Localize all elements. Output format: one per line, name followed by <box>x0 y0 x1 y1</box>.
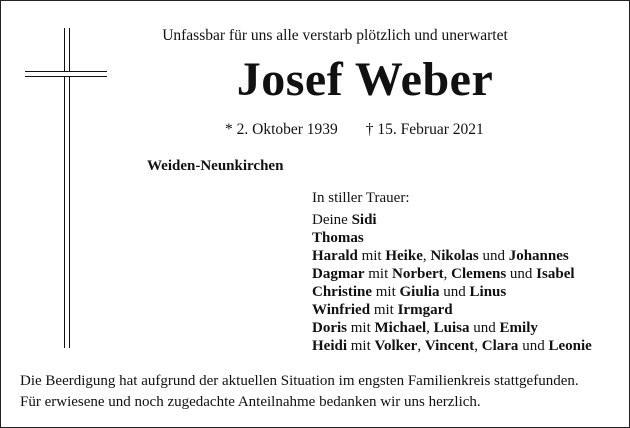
mourner-name: Luisa <box>433 320 470 336</box>
mourner-connector: Deine <box>312 212 352 228</box>
mourner-connector: mit <box>372 284 400 300</box>
mourners-block <box>312 189 592 355</box>
mourner-connector: und <box>439 284 470 300</box>
mourner-connector: und <box>469 320 500 336</box>
mourner-connector: und <box>518 338 549 354</box>
mourner-line <box>312 319 592 337</box>
mourner-connector: mit <box>347 338 375 354</box>
hometown: Weiden-Neunkirchen <box>147 158 284 174</box>
mourner-name: Michael <box>374 320 427 336</box>
mourner-connector: , <box>426 320 434 336</box>
mourner-line <box>312 337 592 355</box>
mourner-name: Irmgard <box>397 302 453 318</box>
mourner-line <box>312 265 592 283</box>
mourner-connector: und <box>506 266 537 282</box>
closing-line-2: Für erwiesene und noch zugedachte Anteilnahme bedanken wir uns herzlich. <box>20 394 481 410</box>
mourner-name: Heidi <box>312 338 348 354</box>
mourner-name: Sidi <box>351 212 377 228</box>
deceased-name: Josef Weber <box>236 53 494 106</box>
intro-text: Unfassbar für uns alle verstarb plötzlich und unerwartet <box>162 27 508 44</box>
mourner-name: Johannes <box>508 248 569 264</box>
mourner-connector: , <box>474 338 482 354</box>
mourner-name: Heike <box>385 248 423 264</box>
mourner-line <box>312 283 592 301</box>
mourner-name: Emily <box>499 320 538 336</box>
mourner-name: Winfried <box>312 302 371 318</box>
mourner-connector: mit <box>364 266 393 282</box>
mourner-line <box>312 211 592 229</box>
mourner-name: Nikolas <box>430 248 479 264</box>
mourner-connector: , <box>443 266 452 282</box>
mourner-name: Clemens <box>451 266 507 282</box>
mourner-name: Christine <box>312 284 372 300</box>
cross-intersection <box>66 73 69 76</box>
mourner-connector: mit <box>347 320 375 336</box>
mourner-name: Thomas <box>312 230 364 246</box>
mourning-header: In stiller Trauer: <box>312 190 410 206</box>
mourner-line <box>312 229 592 247</box>
mourner-name: Doris <box>312 320 347 336</box>
birth-date: * 2. Oktober 1939 <box>225 121 338 138</box>
mourner-line <box>312 247 592 265</box>
mourner-name: Clara <box>481 338 519 354</box>
mourner-name: Giulia <box>399 284 440 300</box>
mourner-connector: , <box>417 338 425 354</box>
closing-line-1: Die Beerdigung hat aufgrund der aktuellen Situation im engsten Familienkreis stattgefunden. <box>20 373 579 389</box>
mourner-connector: und <box>478 248 509 264</box>
closing-text <box>20 371 579 413</box>
mourner-connector: , <box>422 248 431 264</box>
mourner-name: Harald <box>312 248 358 264</box>
mourner-list <box>312 211 592 355</box>
mourner-connector: mit <box>370 302 398 318</box>
mourner-name: Dagmar <box>312 266 365 282</box>
mourner-name: Leonie <box>548 338 592 354</box>
mourner-name: Vincent <box>424 338 475 354</box>
mourner-line <box>312 301 592 319</box>
life-dates <box>225 121 484 139</box>
mourner-name: Norbert <box>392 266 444 282</box>
death-date: † 15. Februar 2021 <box>365 121 484 138</box>
mourner-name: Isabel <box>536 266 575 282</box>
mourner-connector: mit <box>357 248 386 264</box>
mourner-name: Linus <box>469 284 507 300</box>
mourner-name: Volker <box>374 338 418 354</box>
